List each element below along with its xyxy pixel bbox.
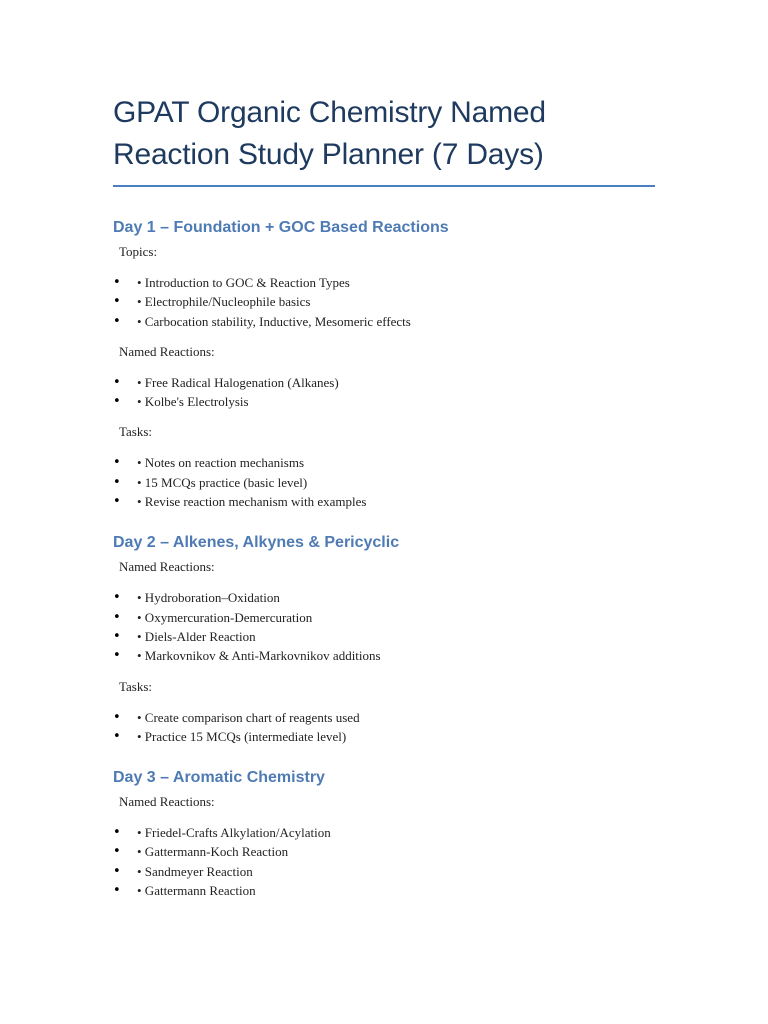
list-item-text: • Kolbe's Electrolysis — [137, 394, 249, 410]
list-item-text: • Hydroboration–Oxidation — [137, 590, 280, 606]
list-item — [113, 862, 655, 881]
list-item — [113, 273, 655, 292]
day-heading: Day 1 – Foundation + GOC Based Reactions — [113, 219, 449, 236]
bullet-icon: • — [113, 628, 121, 644]
bullet-list — [113, 823, 655, 900]
list-item-text: • Practice 15 MCQs (intermediate level) — [137, 728, 347, 744]
list-item — [113, 373, 655, 392]
document-page — [113, 92, 655, 900]
bullet-icon: • — [113, 494, 121, 510]
day-section — [113, 533, 655, 746]
list-item-text: • Markovnikov & Anti-Markovnikov additions — [137, 648, 381, 664]
page-title: GPAT Organic Chemistry Named Reaction Study Planner (7 Days) — [113, 96, 546, 171]
list-item-text: • Oxymercuration-Demercuration — [137, 609, 313, 625]
list-item — [113, 627, 655, 646]
list-item-text: • Sandmeyer Reaction — [137, 863, 253, 879]
day-heading: Day 3 – Aromatic Chemistry — [113, 769, 325, 787]
list-item-text: • Electrophile/Nucleophile basics — [137, 294, 311, 310]
list-item-text: • Notes on reaction mechanisms — [137, 455, 305, 471]
bullet-icon: • — [113, 590, 121, 606]
list-item-text: • 15 MCQs practice (basic level) — [137, 474, 308, 490]
list-item — [113, 646, 655, 665]
section-label: Named Reactions: — [119, 559, 215, 575]
day-section — [113, 218, 655, 511]
bullet-icon: • — [113, 825, 121, 841]
list-item — [113, 823, 655, 842]
list-item — [113, 881, 655, 900]
bullet-icon: • — [113, 313, 121, 329]
bullet-list — [113, 273, 655, 331]
day-heading: Day 2 – Alkenes, Alkynes & Pericyclic — [113, 534, 400, 552]
list-item — [113, 453, 655, 472]
list-item — [113, 392, 655, 411]
section-label: Named Reactions: — [119, 343, 215, 359]
bullet-icon: • — [113, 648, 121, 664]
bullet-icon: • — [113, 709, 121, 725]
bullet-icon: • — [113, 275, 121, 290]
list-item — [113, 588, 655, 607]
list-item-text: • Free Radical Halogenation (Alkanes) — [137, 374, 339, 390]
list-item — [113, 608, 655, 627]
title-divider — [113, 185, 655, 187]
list-item-text: • Friedel-Crafts Alkylation/Acylation — [137, 825, 331, 841]
list-item-text: • Gattermann Reaction — [137, 883, 256, 899]
bullet-icon: • — [113, 294, 121, 310]
bullet-icon: • — [113, 374, 121, 390]
list-item — [113, 727, 655, 746]
list-item-text: • Introduction to GOC & Reaction Types — [137, 275, 350, 290]
bullet-list — [113, 708, 655, 747]
bullet-icon: • — [113, 844, 121, 860]
bullet-icon: • — [113, 394, 121, 410]
list-item-text: • Gattermann-Koch Reaction — [137, 844, 289, 860]
list-item — [113, 492, 655, 511]
bullet-icon: • — [113, 728, 121, 744]
section-label: Tasks: — [119, 678, 153, 694]
bullet-list — [113, 588, 655, 665]
bullet-icon: • — [113, 609, 121, 625]
list-item — [113, 473, 655, 492]
list-item-text: • Diels-Alder Reaction — [137, 628, 256, 644]
bullet-icon: • — [113, 474, 121, 490]
list-item — [113, 292, 655, 311]
list-item-text: • Revise reaction mechanism with examples — [137, 494, 367, 510]
list-item — [113, 708, 655, 727]
section-label: Topics: — [119, 244, 158, 259]
list-item-text: • Carbocation stability, Inductive, Mesomeric effects — [137, 313, 411, 329]
bullet-list — [113, 453, 655, 511]
list-item — [113, 842, 655, 861]
section-label: Named Reactions: — [119, 794, 215, 810]
list-item-text: • Create comparison chart of reagents used — [137, 709, 360, 725]
bullet-icon: • — [113, 883, 121, 899]
section-label: Tasks: — [119, 424, 153, 440]
bullet-icon: • — [113, 455, 121, 471]
list-item — [113, 312, 655, 331]
day-list — [113, 218, 655, 900]
day-section — [113, 768, 655, 900]
bullet-list — [113, 373, 655, 412]
bullet-icon: • — [113, 863, 121, 879]
